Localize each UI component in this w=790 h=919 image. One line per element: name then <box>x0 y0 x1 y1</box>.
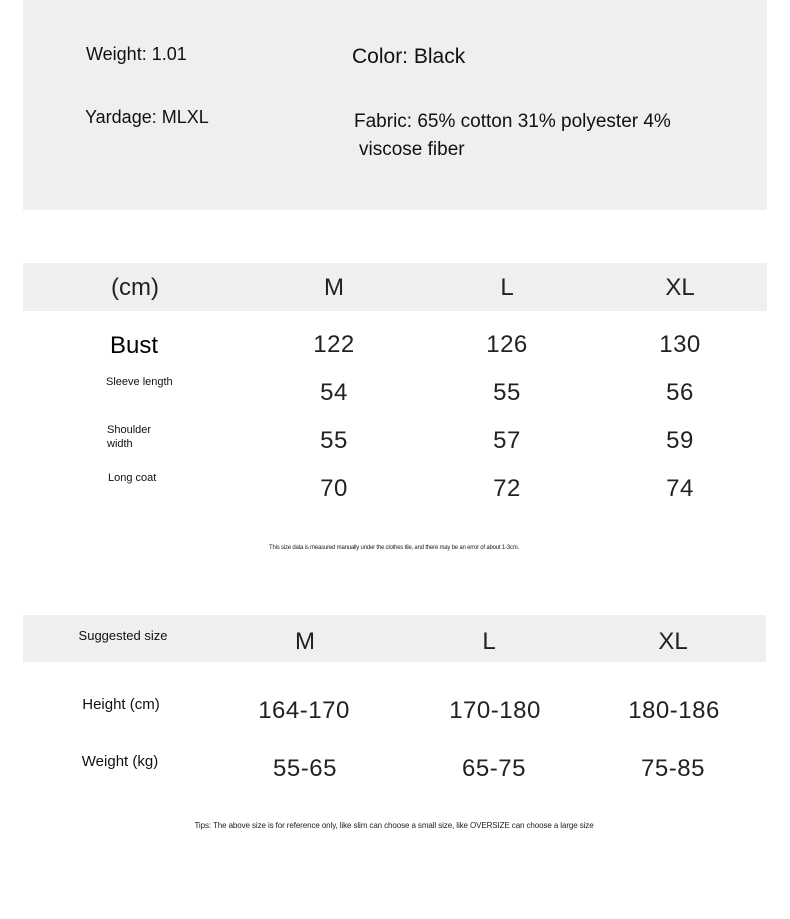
table-cell: 59 <box>666 427 694 454</box>
suggested-header-xl: XL <box>658 628 688 655</box>
table-cell: 54 <box>320 379 348 406</box>
row-label-long-coat: Long coat <box>108 472 157 484</box>
product-info-panel <box>23 0 767 210</box>
row-label-shoulder-width: Shoulder width <box>107 424 152 450</box>
color-info: Color: Black <box>352 45 466 68</box>
table-cell: 164-170 <box>258 697 350 724</box>
table-cell: 57 <box>493 427 521 454</box>
row-label-weight: Weight (kg) <box>81 753 159 770</box>
table-cell: 75-85 <box>641 755 705 782</box>
table-cell: 130 <box>659 331 701 358</box>
table-cell: 180-186 <box>628 697 720 724</box>
suggested-header-l: L <box>482 628 496 655</box>
suggested-size-header: Suggested size <box>78 628 168 643</box>
size-table-unit-header: (cm) <box>111 274 159 301</box>
table-cell: 126 <box>486 331 528 358</box>
size-header-l: L <box>500 274 514 301</box>
yardage-info: Yardage: MLXL <box>85 107 209 127</box>
table-cell: 55-65 <box>273 755 337 782</box>
table-cell: 55 <box>320 427 348 454</box>
table-cell: 170-180 <box>449 697 541 724</box>
size-header-m: M <box>324 274 344 301</box>
suggested-header-m: M <box>295 628 315 655</box>
size-header-xl: XL <box>665 274 695 301</box>
row-label-sleeve-length: Sleeve length <box>106 376 173 388</box>
table-cell: 70 <box>320 475 348 502</box>
fabric-info-line2: viscose fiber <box>359 139 465 160</box>
table-cell: 55 <box>493 379 521 406</box>
row-label-height: Height (cm) <box>82 696 160 713</box>
table-cell: 72 <box>493 475 521 502</box>
table-cell: 65-75 <box>462 755 526 782</box>
row-label-bust: Bust <box>109 332 159 359</box>
fabric-info-line1: Fabric: 65% cotton 31% polyester 4% <box>354 111 671 132</box>
table-cell: 56 <box>666 379 694 406</box>
weight-info: Weight: 1.01 <box>86 44 187 64</box>
measurement-note: This size data is measured manually under the clothes tile, and there may be an error of about 1-3cm. <box>269 545 519 551</box>
size-tips: Tips: The above size is for reference only, like slim can choose a small size, like OVERSIZE can choose a large size <box>194 821 594 830</box>
table-cell: 74 <box>666 475 694 502</box>
table-cell: 122 <box>313 331 355 358</box>
